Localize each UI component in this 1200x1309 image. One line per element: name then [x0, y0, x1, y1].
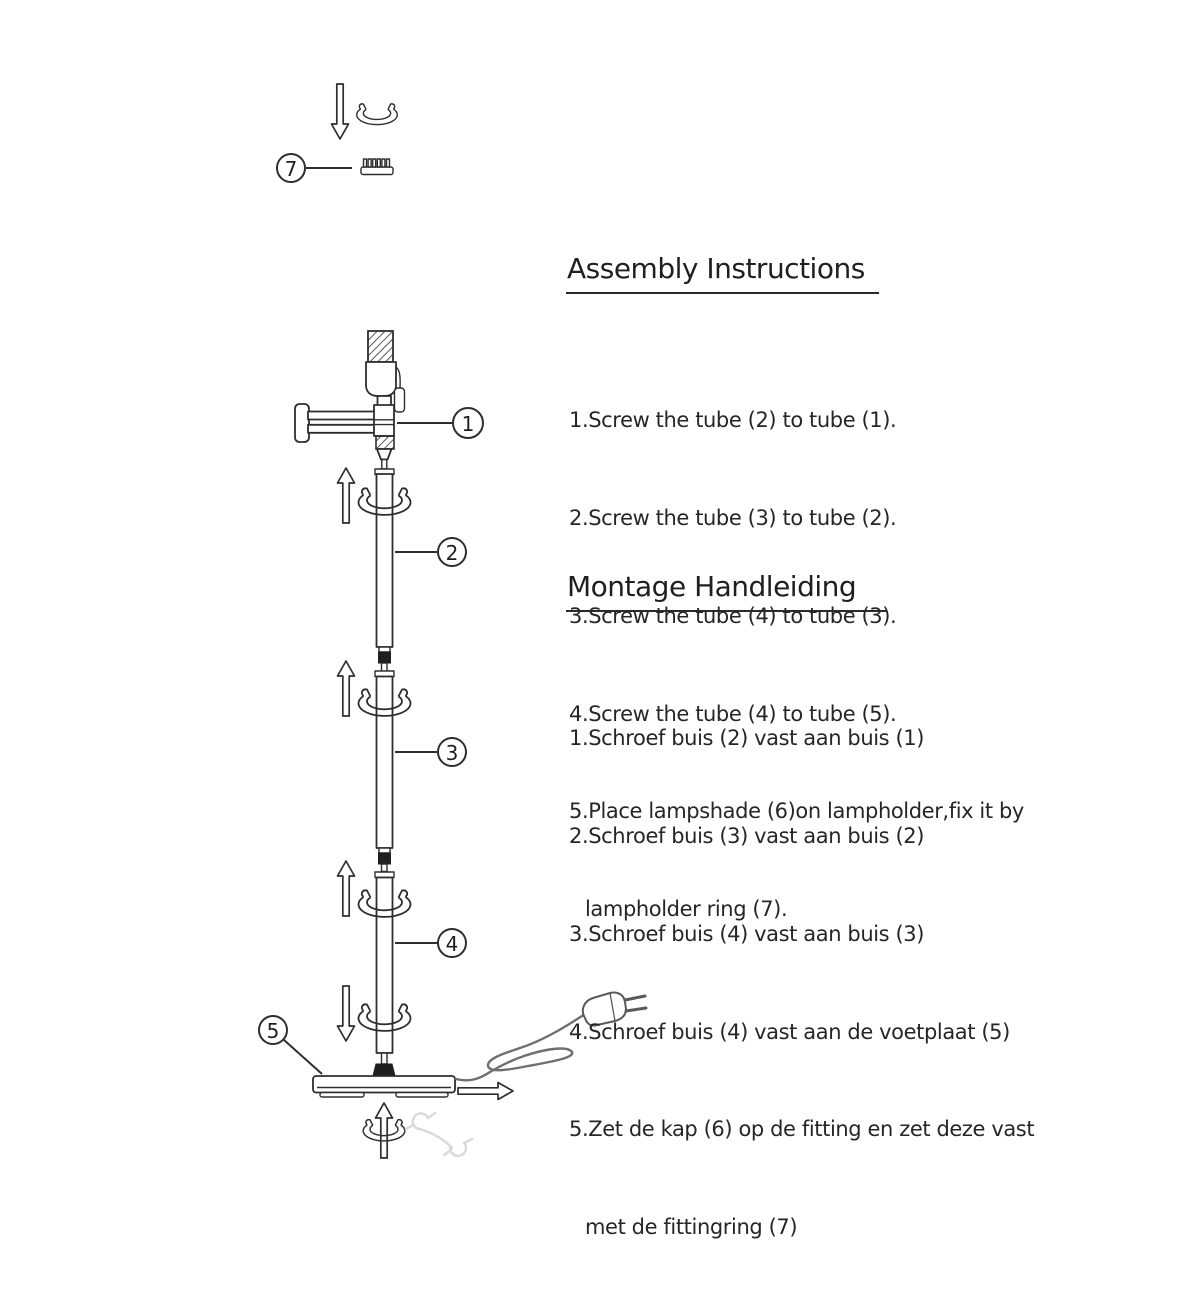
tube-3	[338, 661, 467, 872]
tube-2-collar	[379, 647, 390, 652]
up-arrow-icon	[338, 661, 355, 716]
instruction-line: 4.Screw the tube (4) to tube (5).	[569, 701, 897, 726]
instruction-line: 2.Schroef buis (3) vast aan buis (2)	[569, 823, 925, 848]
tube-1-taper	[377, 449, 392, 460]
tube-1-thread	[376, 436, 394, 449]
socket-cup	[366, 362, 396, 396]
assembly-instructions-title: Assembly Instructions	[566, 252, 879, 294]
instruction-line: lampholder ring (7).	[585, 897, 788, 922]
callout-7-label: 7	[284, 157, 298, 181]
base-foot-left	[320, 1093, 364, 1098]
instruction-line: met de fittingring (7)	[585, 1215, 798, 1240]
instruction-line: 5.Place lampshade (6)on lampholder,fix it by	[569, 799, 1024, 824]
tube-2-stud	[382, 663, 388, 672]
callout-1-label: 1	[461, 412, 475, 436]
up-arrow-icon	[338, 468, 355, 523]
base-plate	[313, 1076, 455, 1093]
tube-3-nut	[379, 853, 391, 864]
rotate-icon	[357, 104, 398, 125]
tube-2-body	[377, 474, 393, 647]
wrench-icon	[406, 1113, 472, 1156]
tube-3-collar	[379, 848, 390, 853]
swing-arm-bar-top	[308, 412, 377, 420]
socket-neck	[378, 396, 392, 406]
base-foot-right	[396, 1093, 448, 1098]
swing-arm-end-cap	[295, 404, 309, 442]
part7-lampholder-ring-step	[277, 84, 397, 182]
instruction-line: 3.Schroef buis (4) vast aan buis (3)	[569, 921, 925, 946]
socket-thread	[368, 331, 393, 362]
under-base-step	[363, 1103, 472, 1158]
lampholder-ring-icon	[361, 159, 393, 175]
instruction-line: 1.Schroef buis (2) vast aan buis (1)	[569, 726, 925, 751]
tube-2	[338, 468, 467, 672]
up-arrow-icon	[376, 1103, 393, 1158]
callout-2-label: 2	[445, 541, 459, 565]
montage-handleiding-list	[569, 657, 1034, 1309]
down-arrow-icon	[332, 84, 349, 139]
up-arrow-icon	[338, 861, 355, 916]
tube-3-body	[377, 677, 393, 849]
tube-4	[338, 861, 467, 1076]
callout-4-label: 4	[445, 932, 459, 956]
callout-5-leader	[284, 1040, 322, 1074]
tube-2-nut	[379, 652, 391, 663]
tube-3-stud	[382, 864, 388, 872]
instruction-line: 2.Screw the tube (3) to tube (2).	[569, 505, 897, 530]
montage-handleiding-title: Montage Handleiding	[566, 570, 886, 612]
tube-4-stud	[382, 1053, 388, 1064]
base-nut	[373, 1064, 395, 1076]
instruction-line: 1.Screw the tube (2) to tube (1).	[569, 408, 897, 433]
callout-5-label: 5	[266, 1019, 280, 1043]
instruction-line: 3.Screw the tube (4) to tube (3).	[569, 603, 897, 628]
down-arrow-icon	[338, 986, 355, 1041]
tube-4-body	[377, 878, 393, 1054]
switch-toggle	[395, 388, 405, 412]
right-arrow-icon	[458, 1083, 513, 1100]
swing-arm-bar-bottom	[308, 425, 377, 433]
lamp-head-tube-1	[295, 331, 483, 469]
tube-1-stud	[382, 460, 387, 470]
callout-3-label: 3	[445, 741, 459, 765]
instruction-line: 5.Zet de kap (6) op de fitting en zet deze vast	[569, 1117, 1035, 1142]
instruction-line: 4.Schroef buis (4) vast aan de voetplaat (5)	[569, 1019, 1010, 1044]
